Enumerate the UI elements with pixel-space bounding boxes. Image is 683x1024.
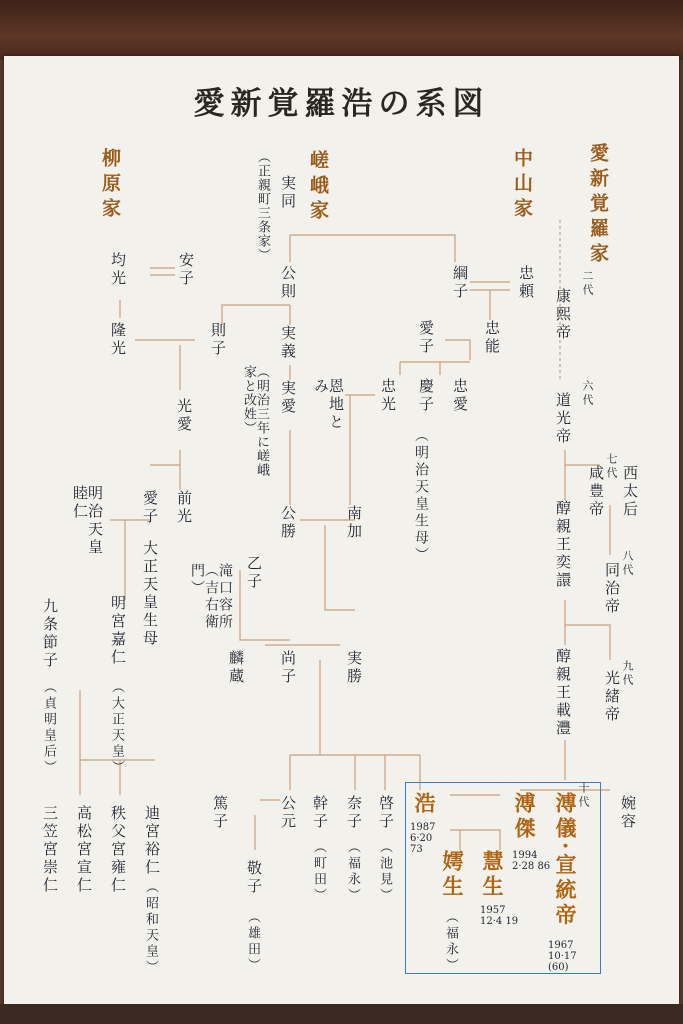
name-mikiko: 幹子: [311, 795, 329, 831]
name-meiji: 明治天皇 睦仁: [71, 485, 104, 557]
family-aisin: 愛新覚羅家: [587, 143, 609, 268]
name-kujo: 九条節子: [41, 598, 59, 670]
name-onchi: 恩地とみ: [312, 378, 345, 432]
note-keiko: （雄田）: [245, 910, 260, 974]
name-guangxu: 光緒帝: [603, 670, 621, 724]
name-noriko: 則子: [209, 322, 227, 358]
name-rinzo: 麟蔵: [227, 650, 245, 686]
note-saga: （明治三年に嵯峨家と改姓）: [241, 365, 269, 477]
gen-daoguang: 六代: [581, 380, 594, 408]
name-chunzai: 醇親王載灃: [554, 648, 572, 738]
name-xitaihou: 西太后: [621, 465, 639, 519]
gen-xianfeng: 七代: [605, 453, 618, 481]
name-xianfeng: 咸豊帝: [587, 465, 605, 519]
name-wanrong: 婉容: [619, 795, 637, 831]
name-hisako: 尚子: [279, 650, 297, 686]
name-chichibu: 秩父宮雍仁: [109, 805, 127, 895]
note-taisho: （大正天皇）: [109, 680, 124, 776]
name-mitsunaru: 光愛: [175, 398, 193, 434]
name-mikasa: 三笠宮崇仁: [41, 805, 59, 895]
note-nako: （福永）: [345, 840, 360, 904]
name-sakimitsu: 前光: [175, 490, 193, 526]
dates-pujie: 1994 2·28 86: [512, 850, 551, 872]
name-nanka: 南加: [345, 505, 363, 541]
name-tadayasu: 忠能: [483, 320, 501, 356]
page-title: 愛新覚羅浩の系図: [193, 86, 490, 122]
name-daoguang: 道光帝: [554, 392, 572, 446]
name-kinnori: 公則: [279, 265, 297, 301]
name-atsuko: 篤子: [211, 795, 229, 831]
name-chunqin: 醇親王奕譞: [554, 500, 572, 590]
note-kujo: （貞明皇后）: [41, 680, 56, 776]
name-takiguchi: 滝口容所（吉右衛門）: [189, 563, 233, 631]
dates-puyi: 1967 10·17 (60): [548, 940, 577, 973]
note-husheng: （福永）: [443, 910, 458, 974]
name-sanenaru: 実義: [279, 325, 297, 361]
gen-tongzhi: 八代: [621, 550, 634, 578]
name-taisho-mother: 大正天皇生母: [141, 540, 159, 648]
name-sanetoki: 実同: [279, 175, 297, 211]
name-aiko: 愛子: [141, 490, 159, 526]
name-nako: 奈子: [345, 795, 363, 831]
name-michi: 迪宮裕仁: [143, 805, 161, 877]
dates-huisheng: 1957 12·4 19: [480, 905, 519, 927]
name-kinmoto: 公元: [279, 795, 297, 831]
note-yoshiko: （明治天皇生母）: [413, 428, 429, 564]
gen-kangxi: 二代: [581, 270, 594, 298]
name-tadaai: 忠愛: [451, 378, 469, 414]
name-keiko: 敬子: [245, 860, 263, 896]
name-haru: 明宮嘉仁: [109, 595, 127, 667]
name-husheng: 嫮生: [440, 850, 465, 900]
family-yanagiwara: 柳原家: [99, 148, 121, 223]
name-hiro: 浩: [412, 792, 437, 817]
name-shogimachi: （正親町三条家）: [255, 150, 270, 262]
note-keiko2: （池見）: [377, 840, 392, 904]
note-mikiko: （町田）: [311, 840, 326, 904]
dates-hiro: 1987 6·20 73: [410, 822, 436, 855]
name-takamitsu: 隆光: [109, 322, 127, 358]
name-yoshiko: 慶子: [417, 378, 435, 414]
name-tsunako: 綱子: [451, 265, 469, 301]
name-huisheng: 慧生: [480, 850, 505, 900]
note-showa: （昭和天皇）: [143, 880, 158, 976]
name-yasuko: 安子: [177, 252, 195, 288]
gen-puyi: 十代: [577, 782, 590, 810]
name-sanenaru2: 実勝: [345, 650, 363, 686]
name-puyi: 溥儀·宣統帝: [553, 792, 578, 929]
name-kinnaru: 公勝: [279, 505, 297, 541]
name-takamatsu: 高松宮宣仁: [75, 805, 93, 895]
name-tadayori: 忠頼: [517, 265, 535, 301]
name-tongzhi: 同治帝: [603, 562, 621, 616]
name-otoko: 乙子: [245, 555, 263, 591]
name-keiko2: 啓子: [377, 795, 395, 831]
gen-guangxu: 九代: [621, 660, 634, 688]
name-saneaki: 実愛: [279, 380, 297, 416]
name-pujie: 溥傑: [512, 792, 537, 842]
name-kangxi: 康熙帝: [554, 288, 572, 342]
family-nakayama: 中山家: [511, 148, 533, 223]
name-kinkou: 均光: [109, 252, 127, 288]
name-aiko2: 愛子: [417, 320, 435, 356]
family-saga: 嵯峨家: [307, 150, 329, 225]
name-tadamitsu: 忠光: [379, 378, 397, 414]
